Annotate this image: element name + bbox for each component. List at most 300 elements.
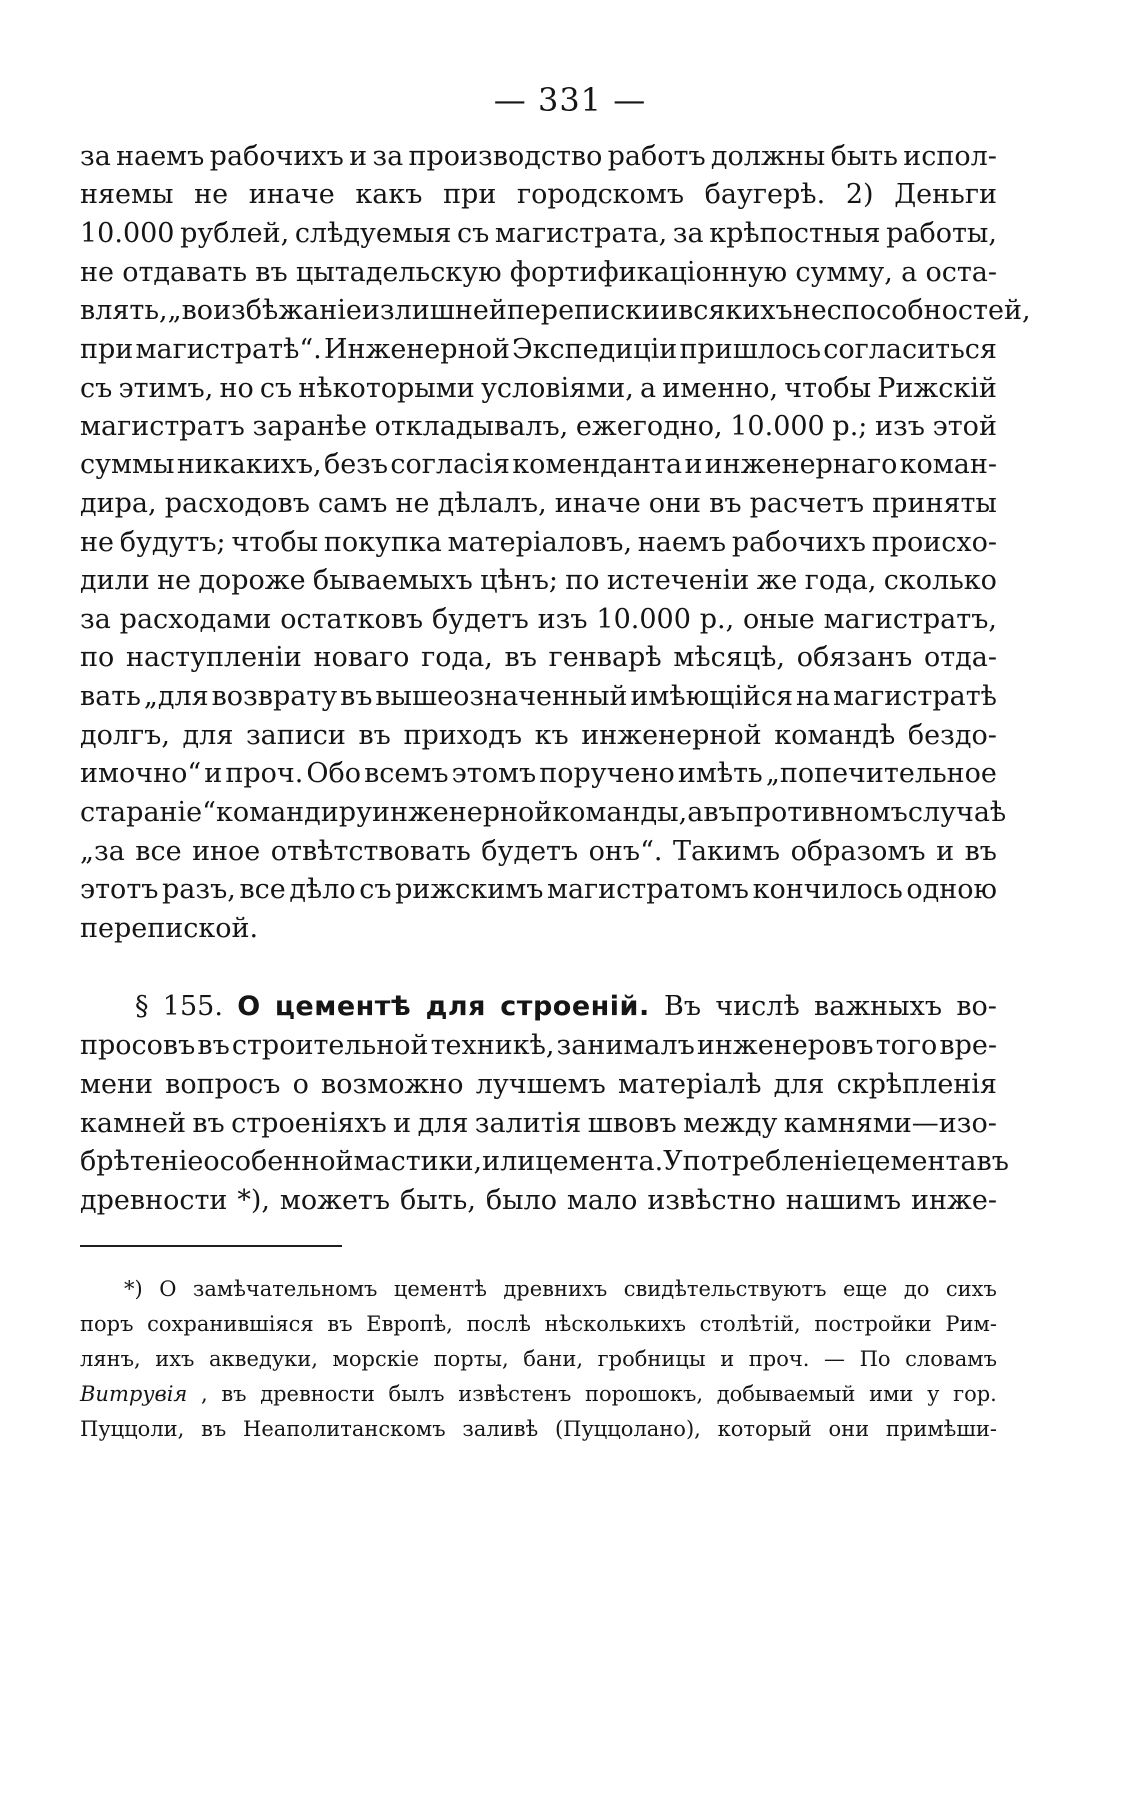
word: дира, (80, 488, 157, 519)
word: имѣть (677, 758, 763, 789)
word: за (672, 218, 704, 249)
word: коман- (899, 449, 997, 480)
body-text-line (80, 1065, 997, 1105)
word: матеріаловъ, (447, 527, 633, 558)
section-heading-word: строеній. (500, 991, 650, 1022)
word: всемъ (364, 758, 449, 789)
word: записи (245, 720, 346, 751)
word: инженернаго (704, 449, 898, 480)
word: суммы (80, 449, 175, 480)
word: но (219, 373, 254, 404)
word: въ (358, 720, 391, 751)
word: быть (830, 141, 898, 172)
word: года, (421, 642, 493, 673)
word: приняты (872, 488, 997, 519)
word: именно, (662, 373, 779, 404)
word: безъ (323, 449, 389, 480)
word: во- (956, 991, 997, 1022)
word: производство (408, 141, 603, 172)
word: цемента (857, 1146, 977, 1177)
word: мѣсяцѣ, (673, 642, 785, 673)
word: въ (192, 1108, 225, 1139)
word: мало (566, 1185, 638, 1216)
word: кончилось (752, 874, 903, 905)
word: для (182, 720, 234, 751)
word: и (936, 836, 955, 867)
word: съ (456, 218, 490, 249)
word: по (80, 642, 115, 673)
word: съ (80, 373, 113, 404)
word: магистратѣ (833, 681, 997, 712)
body-text-line (80, 214, 997, 254)
body-text-line (80, 407, 997, 447)
body-text-line (80, 987, 997, 1027)
word: переписки (506, 295, 661, 326)
word: магистратомъ (546, 874, 749, 905)
word: наступленіи (125, 642, 302, 673)
word: образомъ (790, 836, 926, 867)
word: для (773, 1069, 825, 1100)
word: возврату (211, 681, 338, 712)
word: этотъ (80, 874, 159, 905)
word: дили (80, 565, 150, 596)
word: коменданта (512, 449, 683, 480)
body-text-line (80, 253, 997, 293)
body-text-line (80, 677, 997, 717)
word: Неаполитанскомъ (243, 1417, 446, 1441)
word: свидѣтельствуютъ (623, 1277, 827, 1301)
word: команды, (552, 797, 688, 828)
word: рабочихъ (209, 141, 344, 172)
body-text-line (80, 600, 997, 640)
word: все (135, 836, 182, 867)
word: мени (80, 1069, 153, 1100)
word: Пуццоли, (80, 1417, 185, 1441)
word: какъ (355, 179, 423, 210)
word: будетъ (431, 604, 529, 635)
word: имочно“ (80, 758, 202, 789)
word: приходъ (403, 720, 523, 751)
word: сколько (883, 565, 997, 596)
word: расходовъ (164, 488, 310, 519)
word: „для (143, 681, 209, 712)
word: не (80, 527, 114, 558)
word: добываемый (716, 1382, 856, 1406)
word: р., (699, 604, 735, 635)
word: иначе (248, 179, 335, 210)
word: занималъ (556, 1030, 695, 1061)
word: командѣ (774, 720, 896, 751)
word: оста- (925, 257, 997, 288)
word: извѣстенъ (458, 1382, 572, 1406)
word: въ (504, 642, 537, 673)
word: отвѣтствовать (270, 836, 471, 867)
word: 155. (162, 991, 223, 1022)
word: новаго (313, 642, 410, 673)
body-text-line (80, 291, 1031, 331)
word: Деньги (894, 179, 997, 210)
body-text-line (80, 445, 997, 485)
word: условіями, (480, 373, 634, 404)
word: быть, (399, 1185, 476, 1216)
word: бываемыхъ (312, 565, 473, 596)
word: за (80, 604, 111, 635)
word: для (417, 1108, 469, 1139)
word: „за (80, 836, 125, 867)
word: при (80, 334, 134, 365)
word: лянъ, (80, 1347, 141, 1371)
body-text-line (80, 1104, 997, 1144)
word: возможно (321, 1069, 464, 1100)
word: *) (124, 1277, 143, 1301)
word: въ (327, 1312, 353, 1336)
word: перепиской. (80, 913, 259, 944)
word: стараніе“ (80, 797, 216, 828)
word: мастики, (353, 1146, 483, 1177)
footnote-line (80, 1342, 997, 1376)
word: поръ (80, 1312, 134, 1336)
word: къ (534, 720, 569, 751)
word: и (349, 141, 368, 172)
word: рабочихъ (731, 527, 866, 558)
word: этомъ (451, 758, 537, 789)
word: древности (80, 1185, 228, 1216)
italic-word: Витрувія (80, 1382, 188, 1406)
word: этой (932, 411, 997, 442)
word: не (80, 257, 114, 288)
word: порошокъ, (584, 1382, 704, 1406)
word: согласиться (823, 334, 997, 365)
word: изъ (537, 604, 588, 635)
word: будетъ (481, 836, 579, 867)
section-heading-word: для (425, 991, 487, 1022)
word: Въ (664, 991, 702, 1022)
body-text-line (80, 175, 997, 215)
word: наемъ (637, 527, 727, 558)
word: генварѣ (548, 642, 662, 673)
body-text-line (80, 561, 997, 601)
word: техникѣ, (430, 1030, 555, 1061)
word: постройки (814, 1312, 932, 1336)
word: послѣ (466, 1312, 531, 1336)
word: излишней (361, 295, 507, 326)
word: въ (255, 257, 288, 288)
word: дороже (198, 565, 306, 596)
word: между (683, 1108, 778, 1139)
section-heading-word: цементѣ (274, 991, 412, 1022)
word: гор. (953, 1382, 997, 1406)
word: отдавать (122, 257, 248, 288)
word: фортификаціонную (509, 257, 788, 288)
word: матеріалѣ (618, 1069, 762, 1100)
footnote-line (80, 1272, 997, 1306)
word: цытадельскую (295, 257, 502, 288)
word: а (687, 797, 704, 828)
word: строительной (231, 1030, 429, 1061)
word: онъ“. (588, 836, 663, 867)
body-text-line (80, 484, 997, 524)
word: откладывалъ, (374, 411, 569, 442)
word: няемы (80, 179, 174, 210)
word: въ (201, 1417, 227, 1441)
word: долгъ, (80, 720, 170, 751)
body-text-line (80, 793, 1007, 833)
word: крѣпостныя (709, 218, 881, 249)
word: сихъ (945, 1277, 997, 1301)
word: они (828, 1417, 870, 1441)
word: остатковъ (280, 604, 424, 635)
word: 2) (845, 179, 874, 210)
word: не (395, 488, 430, 519)
word: Европѣ, (366, 1312, 453, 1336)
word: столѣтій, (699, 1312, 801, 1336)
word: замѣчательномъ (192, 1277, 378, 1301)
word: О (159, 1277, 177, 1301)
word: за (372, 141, 404, 172)
word: командиру (215, 797, 372, 828)
word: р.; (832, 411, 868, 442)
word: одною (906, 874, 997, 905)
word: вать (80, 681, 141, 712)
word: Инженерной (323, 334, 510, 365)
word: — (824, 1347, 846, 1371)
word: самъ (318, 488, 388, 519)
word: ими (869, 1382, 914, 1406)
word: до (903, 1277, 930, 1301)
word: строеніяхъ (231, 1108, 387, 1139)
word: иное (192, 836, 261, 867)
word: бани, (523, 1347, 584, 1371)
word: древнихъ (503, 1277, 608, 1301)
word: Экспедиціи (512, 334, 678, 365)
word: еще (842, 1277, 888, 1301)
word: они (648, 488, 702, 519)
word: пришлось (679, 334, 822, 365)
word: влять, (80, 295, 168, 326)
word: цементѣ (393, 1277, 487, 1301)
footnote-line (80, 1377, 997, 1411)
word: былъ (388, 1382, 445, 1406)
word: работъ (607, 141, 706, 172)
word: Такимъ (672, 836, 781, 867)
word: о (292, 1069, 309, 1100)
word: брѣтеніе (80, 1146, 204, 1177)
word: вре- (939, 1030, 997, 1061)
word: Обо (306, 758, 362, 789)
word: и (393, 1108, 412, 1139)
word: ихъ (155, 1347, 195, 1371)
word: поручено (539, 758, 675, 789)
word: года, (804, 565, 877, 596)
word: этимъ, (118, 373, 214, 404)
word: бездо- (907, 720, 997, 751)
word: въ (709, 488, 742, 519)
word: отда- (923, 642, 997, 673)
body-text-line (80, 1026, 997, 1066)
word: въ (964, 836, 997, 867)
word: покупка (323, 527, 442, 558)
word: цѣнъ; (480, 565, 558, 596)
word: лучшемъ (475, 1069, 606, 1100)
word: цемента. (535, 1146, 664, 1177)
word: расходами (119, 604, 272, 635)
body-text-line (80, 330, 997, 370)
word: и (720, 1347, 735, 1371)
word: камней (80, 1108, 186, 1139)
word: вопросъ (165, 1069, 281, 1100)
word: важныхъ (814, 991, 943, 1022)
word: а (640, 373, 657, 404)
body-text-line (80, 523, 997, 563)
word: числѣ (715, 991, 800, 1022)
word: расчетъ (749, 488, 865, 519)
word: залитія (474, 1108, 582, 1139)
word: примѣши- (885, 1417, 997, 1441)
word: оные (743, 604, 815, 635)
word: 10.000 (596, 604, 691, 635)
word: съ (259, 373, 293, 404)
word: , (201, 1382, 208, 1406)
word: проч. (225, 758, 304, 789)
word: или (482, 1146, 536, 1177)
word: того (875, 1030, 938, 1061)
word: не (157, 565, 192, 596)
word: и (684, 449, 703, 480)
word: который (717, 1417, 812, 1441)
body-text-line (80, 870, 997, 910)
word: порты, (433, 1347, 509, 1371)
word: съ (359, 874, 392, 905)
word: на (796, 681, 831, 712)
word: наемъ (116, 141, 205, 172)
word: магистрата, (494, 218, 668, 249)
word: Употребленіе (663, 1146, 858, 1177)
word: за (80, 141, 111, 172)
word: противномъ (735, 797, 908, 828)
word: инженеровъ (696, 1030, 874, 1061)
word: извѣстно (647, 1185, 776, 1216)
word: инженерной (371, 797, 553, 828)
word: магистратъ (80, 411, 245, 442)
word: просовъ (80, 1030, 196, 1061)
word: у (927, 1382, 940, 1406)
word: „попечительное (765, 758, 997, 789)
word: особенной (203, 1146, 354, 1177)
word: § (135, 991, 149, 1022)
footnote-divider (80, 1245, 342, 1247)
word: въ (976, 1146, 1009, 1177)
word: акведуки, (208, 1347, 318, 1371)
word: истеченіи (606, 565, 750, 596)
word: нѣсколькихъ (544, 1312, 686, 1336)
body-text-line (80, 369, 997, 409)
footnote-line (80, 1307, 997, 1341)
word: 10.000 (730, 411, 825, 442)
word: никакихъ, (176, 449, 322, 480)
word: заливѣ (462, 1417, 539, 1441)
word: будутъ; (119, 527, 226, 558)
body-text-line (80, 1142, 1009, 1182)
word: магистратъ, (823, 604, 997, 635)
word: (Пуццолано), (554, 1417, 701, 1441)
word: все (239, 874, 286, 905)
word: проч. (748, 1347, 810, 1371)
word: рижскимъ (395, 874, 544, 905)
word: *), (237, 1185, 270, 1216)
word: всякихъ (678, 295, 793, 326)
body-text-line (80, 638, 997, 678)
word: согласія (390, 449, 510, 480)
word: морскіе (332, 1347, 419, 1371)
footnote-line (80, 1412, 997, 1446)
word: въ (221, 1382, 247, 1406)
word: по (565, 565, 600, 596)
word: Рижскій (877, 373, 997, 404)
word: имѣющійся (630, 681, 794, 712)
word: дѣлалъ, (437, 488, 547, 519)
word: въ (340, 681, 373, 712)
word: „во (167, 295, 214, 326)
word: было (485, 1185, 557, 1216)
word: чтобы (231, 527, 319, 558)
body-text-line (80, 909, 997, 949)
word: и (660, 295, 679, 326)
word: случаѣ (907, 797, 1007, 828)
word: слѣдуемыя (294, 218, 452, 249)
body-text-line (80, 137, 997, 177)
word: работы, (886, 218, 997, 249)
word: испол- (903, 141, 997, 172)
word: въ (703, 797, 736, 828)
word: должны (710, 141, 826, 172)
word: сумму, (795, 257, 893, 288)
word: сохранившіяся (147, 1312, 314, 1336)
word: изъ (875, 411, 925, 442)
word: 10.000 (80, 218, 175, 249)
word: и (204, 758, 223, 789)
word: въ (197, 1030, 230, 1061)
word: инже- (911, 1185, 997, 1216)
word: происхо- (871, 527, 997, 558)
word: баугерѣ. (704, 179, 826, 210)
word: Рим- (945, 1312, 997, 1336)
word: скрѣпленія (836, 1069, 997, 1100)
word: рублей, (180, 218, 290, 249)
word: гробницы (597, 1347, 706, 1371)
word: же (756, 565, 798, 596)
page-number: — 331 — (493, 81, 647, 119)
word: нашимъ (785, 1185, 902, 1216)
word: обязанъ (796, 642, 913, 673)
body-text-line (80, 754, 997, 794)
word: разъ, (162, 874, 236, 905)
word: можетъ (279, 1185, 391, 1216)
word: иначе (554, 488, 641, 519)
body-text-line (80, 1181, 997, 1221)
word: а (901, 257, 918, 288)
word: словамъ (905, 1347, 997, 1371)
word: при (443, 179, 497, 210)
word: дѣло (289, 874, 356, 905)
word: ежегодно, (575, 411, 723, 442)
word: избѣжаніе (213, 295, 362, 326)
word: вышеозначенный (375, 681, 628, 712)
word: По (859, 1347, 891, 1371)
word: древности (260, 1382, 375, 1406)
word: заранѣе (252, 411, 367, 442)
word: швовъ (587, 1108, 677, 1139)
word: нѣкоторыми (298, 373, 475, 404)
